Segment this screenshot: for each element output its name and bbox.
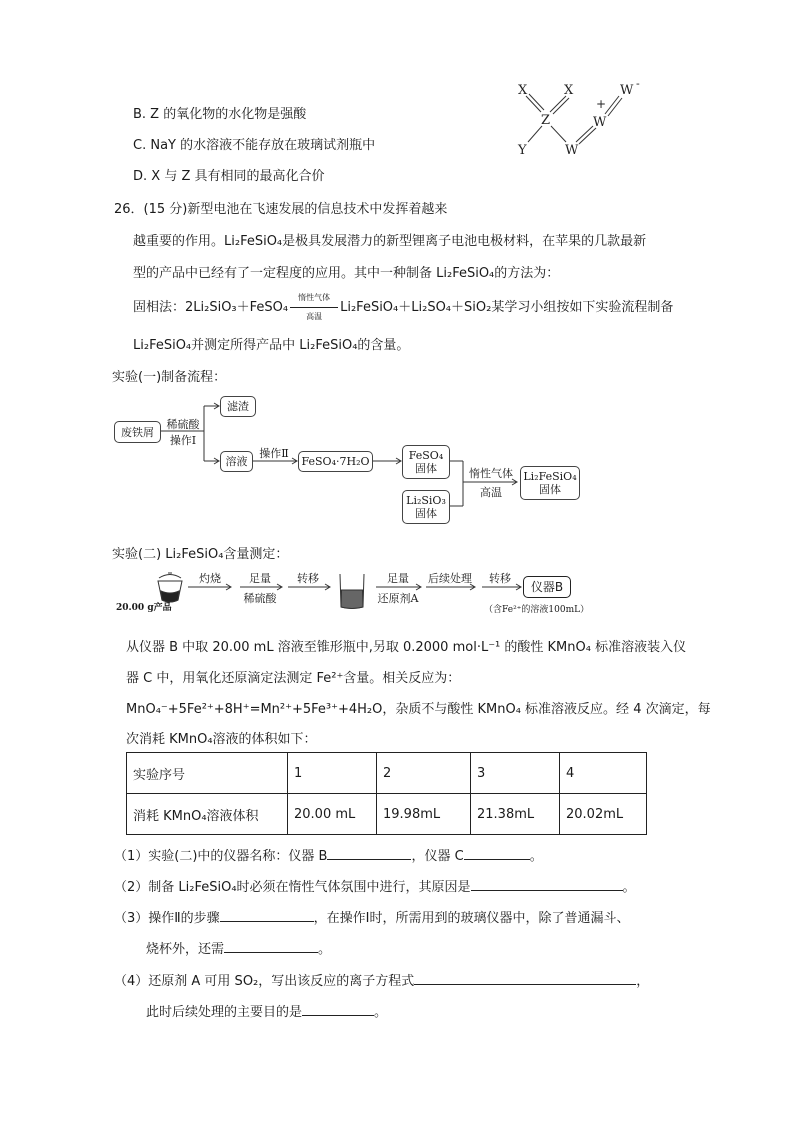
- titration-line-4: 次消耗 KMnO₄溶液的体积如下：: [126, 732, 317, 747]
- q1-text-c: 。: [529, 849, 543, 864]
- solid-phase-equation: [133, 292, 674, 321]
- intro-line-4: Li₂FeSiO₄并测定所得产品中 Li₂FeSiO₄的含量。: [133, 338, 410, 353]
- atom-w-bottom: W: [565, 143, 579, 158]
- table-header-cell: 2: [377, 753, 471, 794]
- operation-2-label: 操作Ⅱ: [259, 447, 289, 460]
- q1-text-b: ，仪器 C: [411, 849, 464, 864]
- li2sio3-state: 固体: [415, 507, 437, 520]
- q4-text-a: （4）还原剂 A 可用 SO₂，写出该反应的离子方程式: [114, 974, 415, 989]
- feso4-7h2o-box: FeSO₄·7H₂O: [298, 451, 373, 472]
- excess-label-2: 足量: [387, 572, 409, 585]
- waste-iron-box: 废铁屑: [114, 421, 161, 443]
- experiment-1-title: 实验(一)制备流程：: [112, 370, 227, 385]
- q3-text-d: 。: [318, 942, 332, 957]
- option-d: D. X 与 Z 具有相同的最高化合价: [133, 169, 325, 184]
- atom-w-middle: W: [593, 115, 607, 130]
- sub-question-4: [114, 970, 649, 989]
- equation-left: 固相法：2Li₂SiO₃＋FeSO₄: [133, 300, 289, 315]
- answer-blank-instrument-b[interactable]: [327, 845, 411, 860]
- li2sio3-solid-box: [402, 490, 450, 524]
- operation-1-label: 操作Ⅰ: [169, 434, 197, 447]
- table-cell: 19.98mL: [377, 794, 471, 835]
- sub-question-1: [114, 845, 543, 864]
- intro-line-3: 型的产品中已经有了一定程度的应用。其中一种制备 Li₂FeSiO₄的方法为：: [133, 266, 560, 281]
- atom-y: Y: [518, 143, 527, 158]
- atom-w-top: W: [620, 83, 634, 98]
- post-processing-label: 后续处理: [428, 572, 472, 585]
- instrument-b-box: 仪器B: [523, 576, 571, 598]
- equals-line: [290, 307, 338, 308]
- question-number: 26．: [114, 202, 144, 217]
- experiment-2-title: 实验(二) Li₂FeSiO₄含量测定：: [112, 547, 289, 562]
- sub-question-3: [114, 907, 630, 926]
- charge-plus: +: [596, 97, 607, 111]
- reductant-label: 还原剂A: [377, 592, 419, 605]
- transfer-label-1: 转移: [297, 572, 319, 585]
- titration-volume-table: [126, 752, 647, 835]
- q2-text-a: （2）制备 Li₂FeSiO₄时必须在惰性气体氛围中进行，其原因是: [114, 880, 471, 895]
- titration-line-2: 器 C 中，用氧化还原滴定法测定 Fe²⁺含量。相关反应为：: [126, 671, 461, 686]
- equation-arrow: [288, 292, 340, 321]
- q4-text-c: 此时后续处理的主要目的是: [146, 1005, 303, 1020]
- option-b: B. Z 的氧化物的水化物是强酸: [133, 107, 307, 122]
- sub-question-3-cont: [146, 938, 331, 957]
- answer-blank-operation-2[interactable]: [220, 907, 314, 922]
- answer-blank-glassware[interactable]: [224, 938, 318, 953]
- li2sio3-formula: Li₂SiO₃: [406, 494, 446, 507]
- table-cell: 20.02mL: [560, 794, 647, 835]
- atom-z: Z: [541, 113, 551, 128]
- intro-line-2: 越重要的作用。Li₂FeSiO₄是极具发展潜力的新型锂离子电池电极材料，在苹果的几款最新: [133, 234, 647, 249]
- sub-question-2: [114, 876, 636, 895]
- answer-blank-instrument-c[interactable]: [464, 845, 530, 860]
- q3-text-a: （3）操作Ⅱ的步骤: [114, 911, 220, 926]
- intro-line-1: 新型电池在飞速发展的信息技术中发挥着越来: [187, 202, 448, 217]
- q3-text-c: 烧杯外，还需: [146, 942, 225, 957]
- atom-x-left: X: [518, 83, 528, 98]
- solution-box: 溶液: [220, 451, 253, 472]
- crucible-lid: [159, 575, 181, 579]
- q2-text-b: 。: [622, 880, 636, 895]
- equation-right: Li₂FeSiO₄＋Li₂SO₄＋SiO₂某学习小组按如下实验流程制备: [340, 300, 674, 315]
- table-cell: 20.00 mL: [288, 794, 377, 835]
- question-score: (15 分): [143, 202, 188, 217]
- feso4-formula: FeSO₄: [408, 449, 444, 462]
- table-cell: 消耗 KMnO₄溶液体积: [127, 794, 288, 835]
- answer-blank-ionic-equation[interactable]: [414, 970, 636, 985]
- titration-line-1: 从仪器 B 中取 20.00 mL 溶液至锥形瓶中,另取 0.2000 mol·L⁻¹ 的酸性 KMnO₄ 标准溶液装入仪: [126, 640, 687, 655]
- excess-label-1: 足量: [249, 572, 271, 585]
- feso4-state: 固体: [415, 462, 437, 475]
- answer-blank-reason[interactable]: [471, 876, 623, 891]
- q4-text-d: 。: [374, 1005, 388, 1020]
- table-header-row: [127, 753, 647, 794]
- inert-gas-label: 惰性气体: [469, 467, 513, 480]
- molecule-structure-diagram: [508, 78, 658, 160]
- answer-blank-purpose[interactable]: [302, 1001, 374, 1016]
- feso4-solid-box: [402, 445, 450, 479]
- question-26-header: [114, 198, 447, 217]
- transfer-label-2: 转移: [489, 572, 511, 585]
- sample-label: 20.00 g产品: [116, 603, 172, 613]
- table-cell: 21.38mL: [471, 794, 560, 835]
- q3-text-b: ，在操作Ⅰ时，所需用到的玻璃仪器中，除了普通漏斗、: [313, 911, 630, 926]
- dilute-sulfuric-acid-label: 稀硫酸: [166, 418, 200, 431]
- table-row: [127, 794, 647, 835]
- q1-text-a: （1）实验(二)中的仪器名称：仪器 B: [114, 849, 328, 864]
- atom-x-right: X: [564, 83, 574, 98]
- solution-note: （含Fe²⁺的溶液100mL）: [484, 605, 590, 615]
- table-header-cell: 实验序号: [127, 753, 288, 794]
- dilute-acid-label: 稀硫酸: [243, 592, 277, 605]
- charge-minus: -: [636, 78, 640, 90]
- table-header-cell: 1: [288, 753, 377, 794]
- product-box: [520, 466, 580, 500]
- table-header-cell: 4: [560, 753, 647, 794]
- sub-question-4-cont: [146, 1001, 387, 1020]
- option-c: C. NaY 的水溶液不能存放在玻璃试剂瓶中: [133, 138, 376, 153]
- flow-diagram-1: [112, 390, 592, 525]
- q4-text-b: ，: [636, 974, 650, 989]
- equation-condition-over: 惰性气体: [298, 292, 331, 302]
- product-state: 固体: [539, 483, 561, 496]
- high-temp-label: 高温: [480, 486, 502, 499]
- residue-box: 滤渣: [220, 396, 256, 417]
- titration-line-3: MnO₄⁻+5Fe²⁺+8H⁺=Mn²⁺+5Fe³⁺+4H₂O，杂质不与酸性 KMnO₄ 标准溶液反应。经 4 次滴定，每: [126, 702, 711, 717]
- burn-label: 灼烧: [199, 572, 221, 585]
- table-header-cell: 3: [471, 753, 560, 794]
- product-formula: Li₂FeSiO₄: [523, 470, 577, 483]
- equation-condition-under: 高温: [306, 311, 323, 321]
- flow-diagram-2: [112, 568, 592, 624]
